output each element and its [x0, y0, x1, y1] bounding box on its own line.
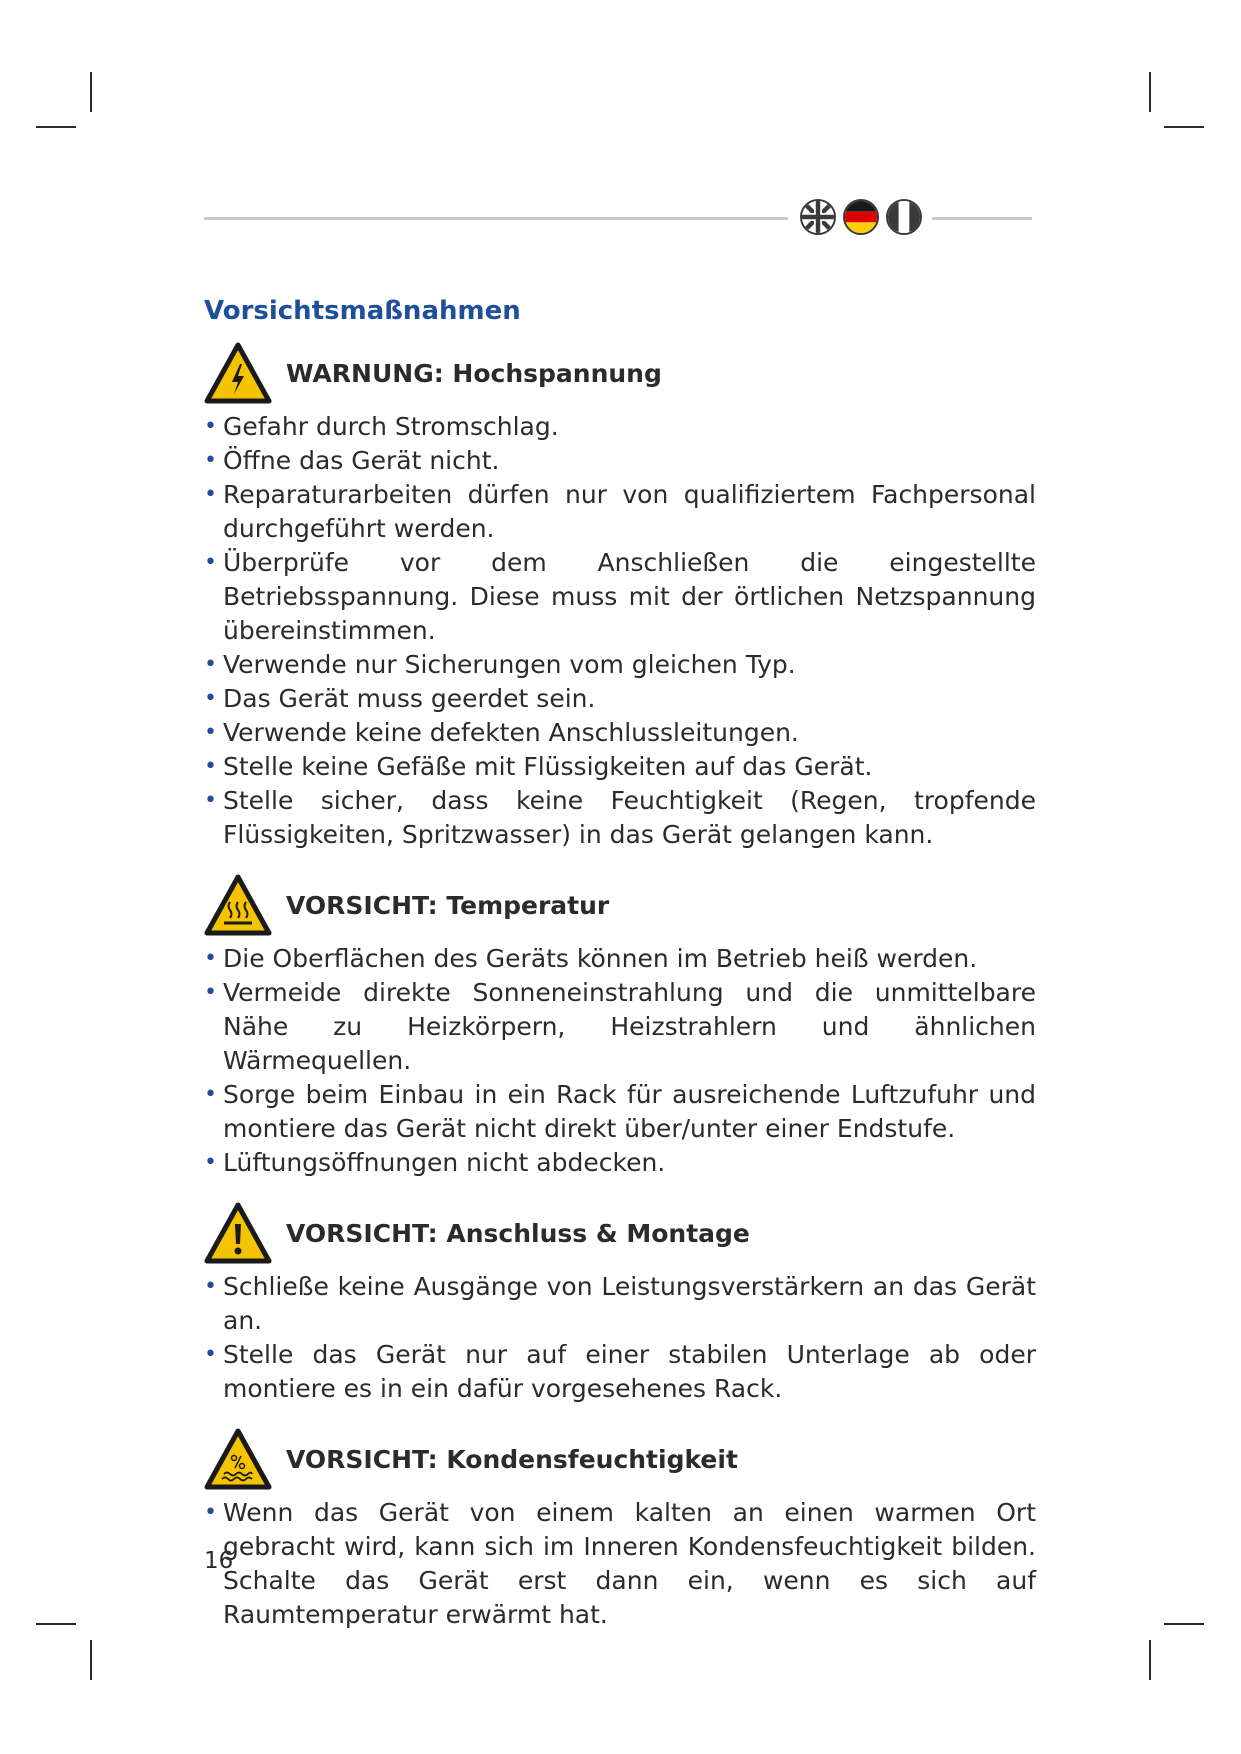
bullet-list [204, 1496, 1036, 1632]
crop-mark [90, 1640, 92, 1680]
page-title: Vorsichtsmaßnahmen [204, 296, 521, 326]
crop-mark [1164, 126, 1204, 128]
list-item: • Öffne das Gerät nicht. [204, 444, 1036, 478]
list-item: • Sorge beim Einbau in ein Rack für ausreichende Luftzufuhr und montiere das Gerät nicht direkt über/unter einer Endstufe. [204, 1078, 1036, 1146]
condensation-warning-icon [204, 1428, 272, 1490]
list-item: • Das Gerät muss geerdet sein. [204, 682, 1036, 716]
list-item: • Wenn das Gerät von einem kalten an einen warmen Ort gebracht wird, kann sich im Inneren Kondensfeuchtigkeit bilden. Schalte das Gerät erst dann ein, wenn es sich auf Raumtemperatur erwärmt hat. [204, 1496, 1036, 1632]
warning-section-temperature [204, 874, 1036, 1180]
list-item: • Reparaturarbeiten dürfen nur von qualifiziertem Fachpersonal durchgeführt werden. [204, 478, 1036, 546]
section-title: VORSICHT: Anschluss & Montage [286, 1218, 750, 1248]
crop-mark [1164, 1623, 1204, 1625]
general-warning-icon [204, 1202, 272, 1264]
crop-mark [1149, 72, 1151, 112]
crop-mark [1149, 1640, 1151, 1680]
list-item: • Stelle sicher, dass keine Feuchtigkeit (Regen, tropfende Flüssigkeiten, Spritzwasser) in das Gerät gelangen kann. [204, 784, 1036, 852]
list-item: • Lüftungsöffnungen nicht abdecken. [204, 1146, 1036, 1180]
bullet-list [204, 410, 1036, 852]
crop-mark [36, 1623, 76, 1625]
page-number: 16 [204, 1548, 234, 1574]
section-header [204, 874, 1036, 936]
section-header [204, 1202, 1036, 1264]
section-header [204, 1428, 1036, 1490]
bullet-list [204, 942, 1036, 1180]
list-item: • Überprüfe vor dem Anschließen die eingestellte Betriebsspannung. Diese muss mit der örtlichen Netzspannung übereinstimmen. [204, 546, 1036, 648]
section-title: VORSICHT: Temperatur [286, 890, 610, 920]
warning-section-connection-mounting [204, 1202, 1036, 1406]
list-item: • Gefahr durch Stromschlag. [204, 410, 1036, 444]
list-item: • Die Oberflächen des Geräts können im Betrieb heiß werden. [204, 942, 1036, 976]
section-title: VORSICHT: Kondensfeuchtigkeit [286, 1444, 738, 1474]
france-flag-icon[interactable] [886, 199, 922, 235]
list-item: • Schließe keine Ausgänge von Leistungsverstärkern an das Gerät an. [204, 1270, 1036, 1338]
header-rule-right [932, 217, 1032, 220]
page-content [204, 296, 1036, 1654]
list-item: • Verwende keine defekten Anschlussleitungen. [204, 716, 1036, 750]
header-rule-left [204, 217, 788, 220]
high-voltage-warning-icon [204, 342, 272, 404]
warning-section-condensation [204, 1428, 1036, 1632]
warning-section-high-voltage [204, 342, 1036, 852]
list-item: • Verwende nur Sicherungen vom gleichen Typ. [204, 648, 1036, 682]
section-title: WARNUNG: Hochspannung [286, 358, 662, 388]
crop-mark [36, 126, 76, 128]
germany-flag-icon[interactable] [843, 199, 879, 235]
hot-surface-warning-icon [204, 874, 272, 936]
uk-flag-icon[interactable] [800, 199, 836, 235]
list-item: • Stelle das Gerät nur auf einer stabilen Unterlage ab oder montiere es in ein dafür vorgesehenes Rack. [204, 1338, 1036, 1406]
crop-mark [90, 72, 92, 112]
section-header [204, 342, 1036, 404]
list-item: • Stelle keine Gefäße mit Flüssigkeiten auf das Gerät. [204, 750, 1036, 784]
list-item: • Vermeide direkte Sonneneinstrahlung und die unmittelbare Nähe zu Heizkörpern, Heizstrahlern und ähnlichen Wärmequellen. [204, 976, 1036, 1078]
bullet-list [204, 1270, 1036, 1406]
language-flags [800, 199, 922, 235]
